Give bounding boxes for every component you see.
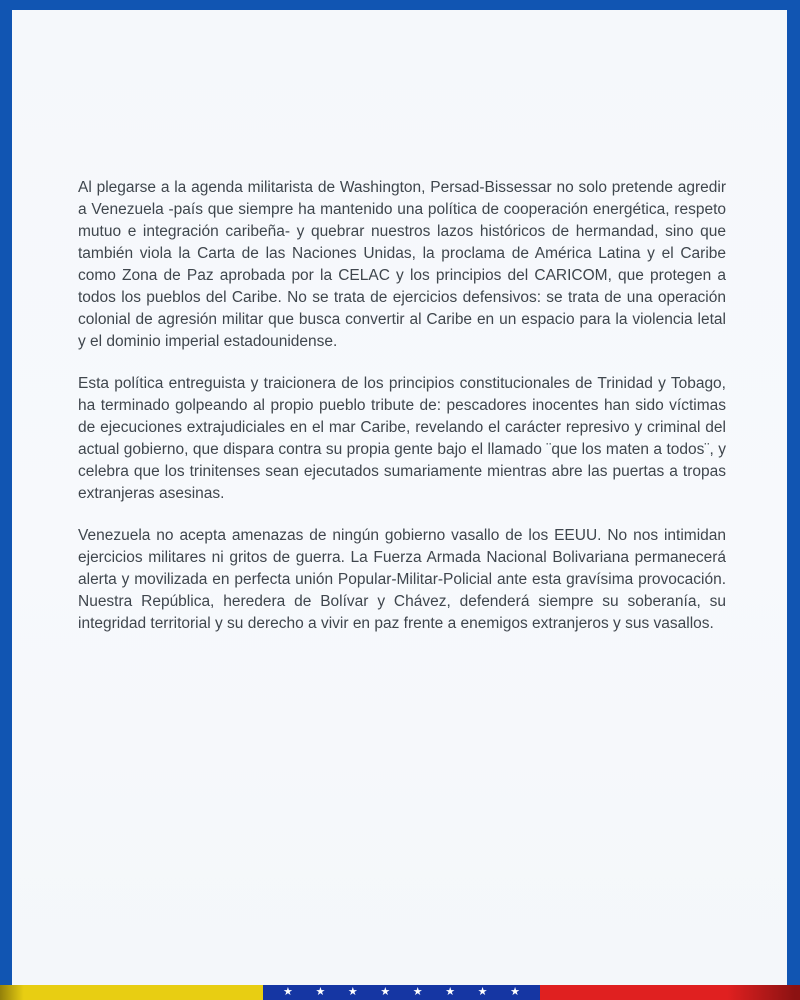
star-icon: ★ (315, 986, 326, 998)
flag-yellow-band (0, 985, 263, 1000)
statement-text-block (12, 10, 787, 635)
flag-blue-band (263, 985, 540, 1000)
statement-paragraph-3: Venezuela no acepta amenazas de ningún gobierno vasallo de los EEUU. No nos intimidan ejercicios militares ni gritos de guerra. La Fuerza Armada Nacional Bolivariana permanecerá alerta y movilizada en perfecta unión Popular-Militar-Policial ante esta gravísima provocación. Nuestra República, heredera de Bolívar y Chávez, defenderá siempre su soberanía, su integridad territorial y su derecho a vivir en paz frente a enemigos extranjeros y sus vasallos. (78, 527, 726, 632)
statement-paragraph-1: Al plegarse a la agenda militarista de Washington, Persad-Bissessar no solo pretende agredir a Venezuela -país que siempre ha mantenido una política de cooperación energética, respeto mutuo e integración caribeña- y quebrar nuestros lazos históricos de hermandad, sino que también viola la Carta de las Naciones Unidas, la proclama de América Latina y el Caribe como Zona de Paz aprobada por la CELAC y los principios del CARICOM, que protegen a todos los pueblos del Caribe. No se trata de ejercicios defensivos: se trata de una operación colonial de agresión militar que busca convertir al Caribe en un espacio para la violencia letal y el dominio imperial estadounidense. (78, 179, 726, 350)
flag-red-band (540, 985, 800, 1000)
star-icon: ★ (477, 986, 488, 998)
star-icon: ★ (347, 986, 358, 998)
star-icon: ★ (445, 986, 456, 998)
star-icon: ★ (510, 986, 520, 998)
venezuela-flag-strip (0, 985, 800, 1000)
document-page (12, 10, 787, 985)
star-icon: ★ (412, 986, 423, 998)
star-icon: ★ (380, 986, 391, 998)
star-icon: ★ (283, 986, 293, 998)
statement-paragraph-2: Esta política entreguista y traicionera de los principios constitucionales de Trinidad y Tobago, ha terminado golpeando al propio pueblo tribute de: pescadores inocentes han sido víctimas de ejecuciones extrajudiciales en el mar Caribe, revelando el carácter represivo y criminal del actual gobierno, que dispara contra su propia gente bajo el llamado ¨que los maten a todos¨, y celebra que los trinitenses sean ejecutados sumariamente mientras abre las puertas a tropas extranjeras asesinas. (78, 375, 726, 502)
